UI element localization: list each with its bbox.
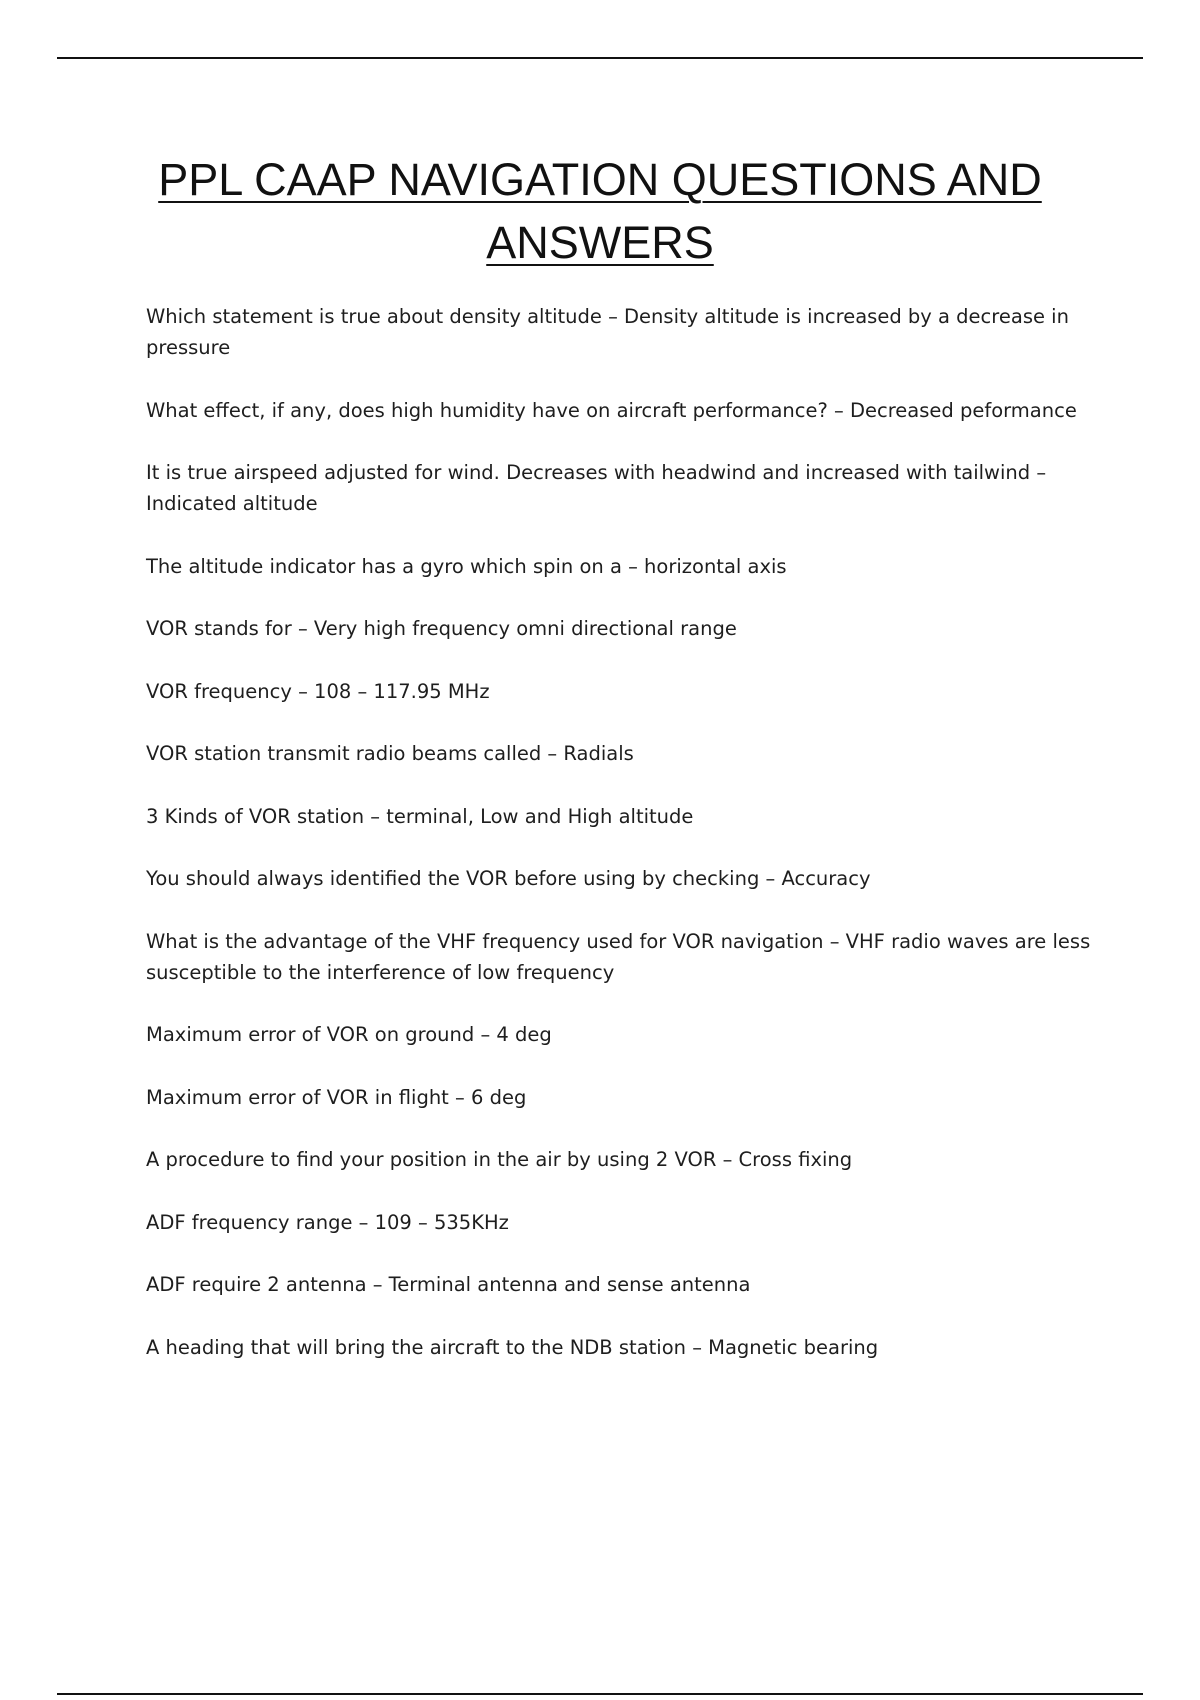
page-title-text: PPL CAAP NAVIGATION QUESTIONS AND ANSWERS bbox=[158, 154, 1042, 268]
qa-item-14: ADF frequency range – 109 – 535KHz bbox=[146, 1210, 509, 1234]
footer-rule bbox=[57, 1693, 1143, 1695]
qa-item-4: The altitude indicator has a gyro which spin on a – horizontal axis bbox=[146, 554, 787, 578]
qa-item-8: 3 Kinds of VOR station – terminal, Low and High altitude bbox=[146, 804, 694, 828]
qa-item-13: A procedure to find your position in the air by using 2 VOR – Cross fixing bbox=[146, 1148, 853, 1171]
qa-item-2: What effect, if any, does high humidity have on aircraft performance? – Decreased peformance bbox=[146, 398, 1077, 422]
qa-item-5: VOR stands for – Very high frequency omni directional range bbox=[146, 617, 737, 640]
page-title bbox=[100, 148, 1100, 274]
header-rule bbox=[57, 57, 1143, 59]
qa-item-10: What is the advantage of the VHF frequency used for VOR navigation – VHF radio waves are less susceptible to the interference of low frequency bbox=[146, 929, 1091, 984]
qa-item-9: You should always identified the VOR before using by checking – Accuracy bbox=[146, 867, 871, 890]
qa-item-1: Which statement is true about density altitude – Density altitude is increased by a decrease in pressure bbox=[146, 305, 1069, 359]
qa-item-7: VOR station transmit radio beams called – Radials bbox=[146, 742, 634, 765]
qa-item-15: ADF require 2 antenna – Terminal antenna and sense antenna bbox=[146, 1273, 751, 1296]
qa-item-3: It is true airspeed adjusted for wind. Decreases with headwind and increased with tailwind – Indicated altitude bbox=[146, 461, 1047, 515]
qa-item-12: Maximum error of VOR in flight – 6 deg bbox=[146, 1085, 527, 1109]
qa-item-6: VOR frequency – 108 – 117.95 MHz bbox=[146, 679, 490, 703]
qa-item-11: Maximum error of VOR on ground – 4 deg bbox=[146, 1023, 552, 1046]
qa-list bbox=[146, 301, 1096, 1394]
qa-item-16: A heading that will bring the aircraft to the NDB station – Magnetic bearing bbox=[146, 1335, 879, 1359]
